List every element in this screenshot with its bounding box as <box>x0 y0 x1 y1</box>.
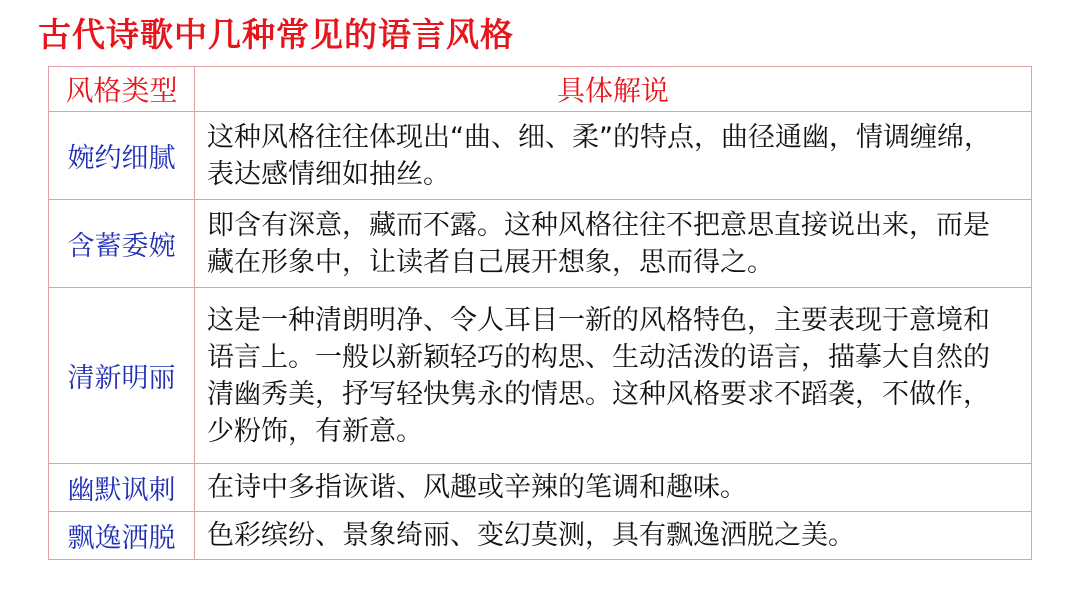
style-description-cell <box>195 112 1032 200</box>
table-row <box>49 200 1032 288</box>
style-description-text: 色彩缤纷、景象绮丽、变幻莫测，具有飘逸洒脱之美。 <box>207 520 855 551</box>
table-row <box>49 512 1032 560</box>
style-description-text: 这是一种清朗明净、令人耳目一新的风格特色，主要表现于意境和语言上。一般以新颖轻巧的构思、生动活泼的语言，描摹大自然的清幽秀美，抒写轻快隽永的情思。这种风格要求不蹈袭，不做作，少粉饰，有新意。 <box>207 304 990 447</box>
style-description-cell <box>195 512 1032 560</box>
table-row <box>49 288 1032 464</box>
table-header-row <box>49 67 1032 112</box>
style-description-text: 这种风格往往体现出“曲、细、柔”的特点，曲径通幽，情调缠绵，表达感情细如抽丝。 <box>207 121 991 190</box>
language-style-table <box>48 66 1032 560</box>
style-description-text: 在诗中多指诙谐、风趣或辛辣的笔调和趣味。 <box>207 472 747 503</box>
header-explanation: 具体解说 <box>195 67 1032 112</box>
page-title: 古代诗歌中几种常见的语言风格 <box>38 15 514 54</box>
style-type-cell: 幽默讽刺 <box>49 464 195 512</box>
style-type-cell: 含蓄委婉 <box>49 200 195 288</box>
style-description-cell <box>195 288 1032 464</box>
style-type-cell: 婉约细腻 <box>49 112 195 200</box>
table-row <box>49 464 1032 512</box>
style-description-cell <box>195 200 1032 288</box>
style-type-cell: 飘逸洒脱 <box>49 512 195 560</box>
style-description-cell <box>195 464 1032 512</box>
style-type-cell: 清新明丽 <box>49 288 195 464</box>
table-row <box>49 112 1032 200</box>
style-description-text: 即含有深意，藏而不露。这种风格往往不把意思直接说出来，而是藏在形象中，让读者自己展开想象，思而得之。 <box>207 209 990 278</box>
header-style-type: 风格类型 <box>49 67 195 112</box>
